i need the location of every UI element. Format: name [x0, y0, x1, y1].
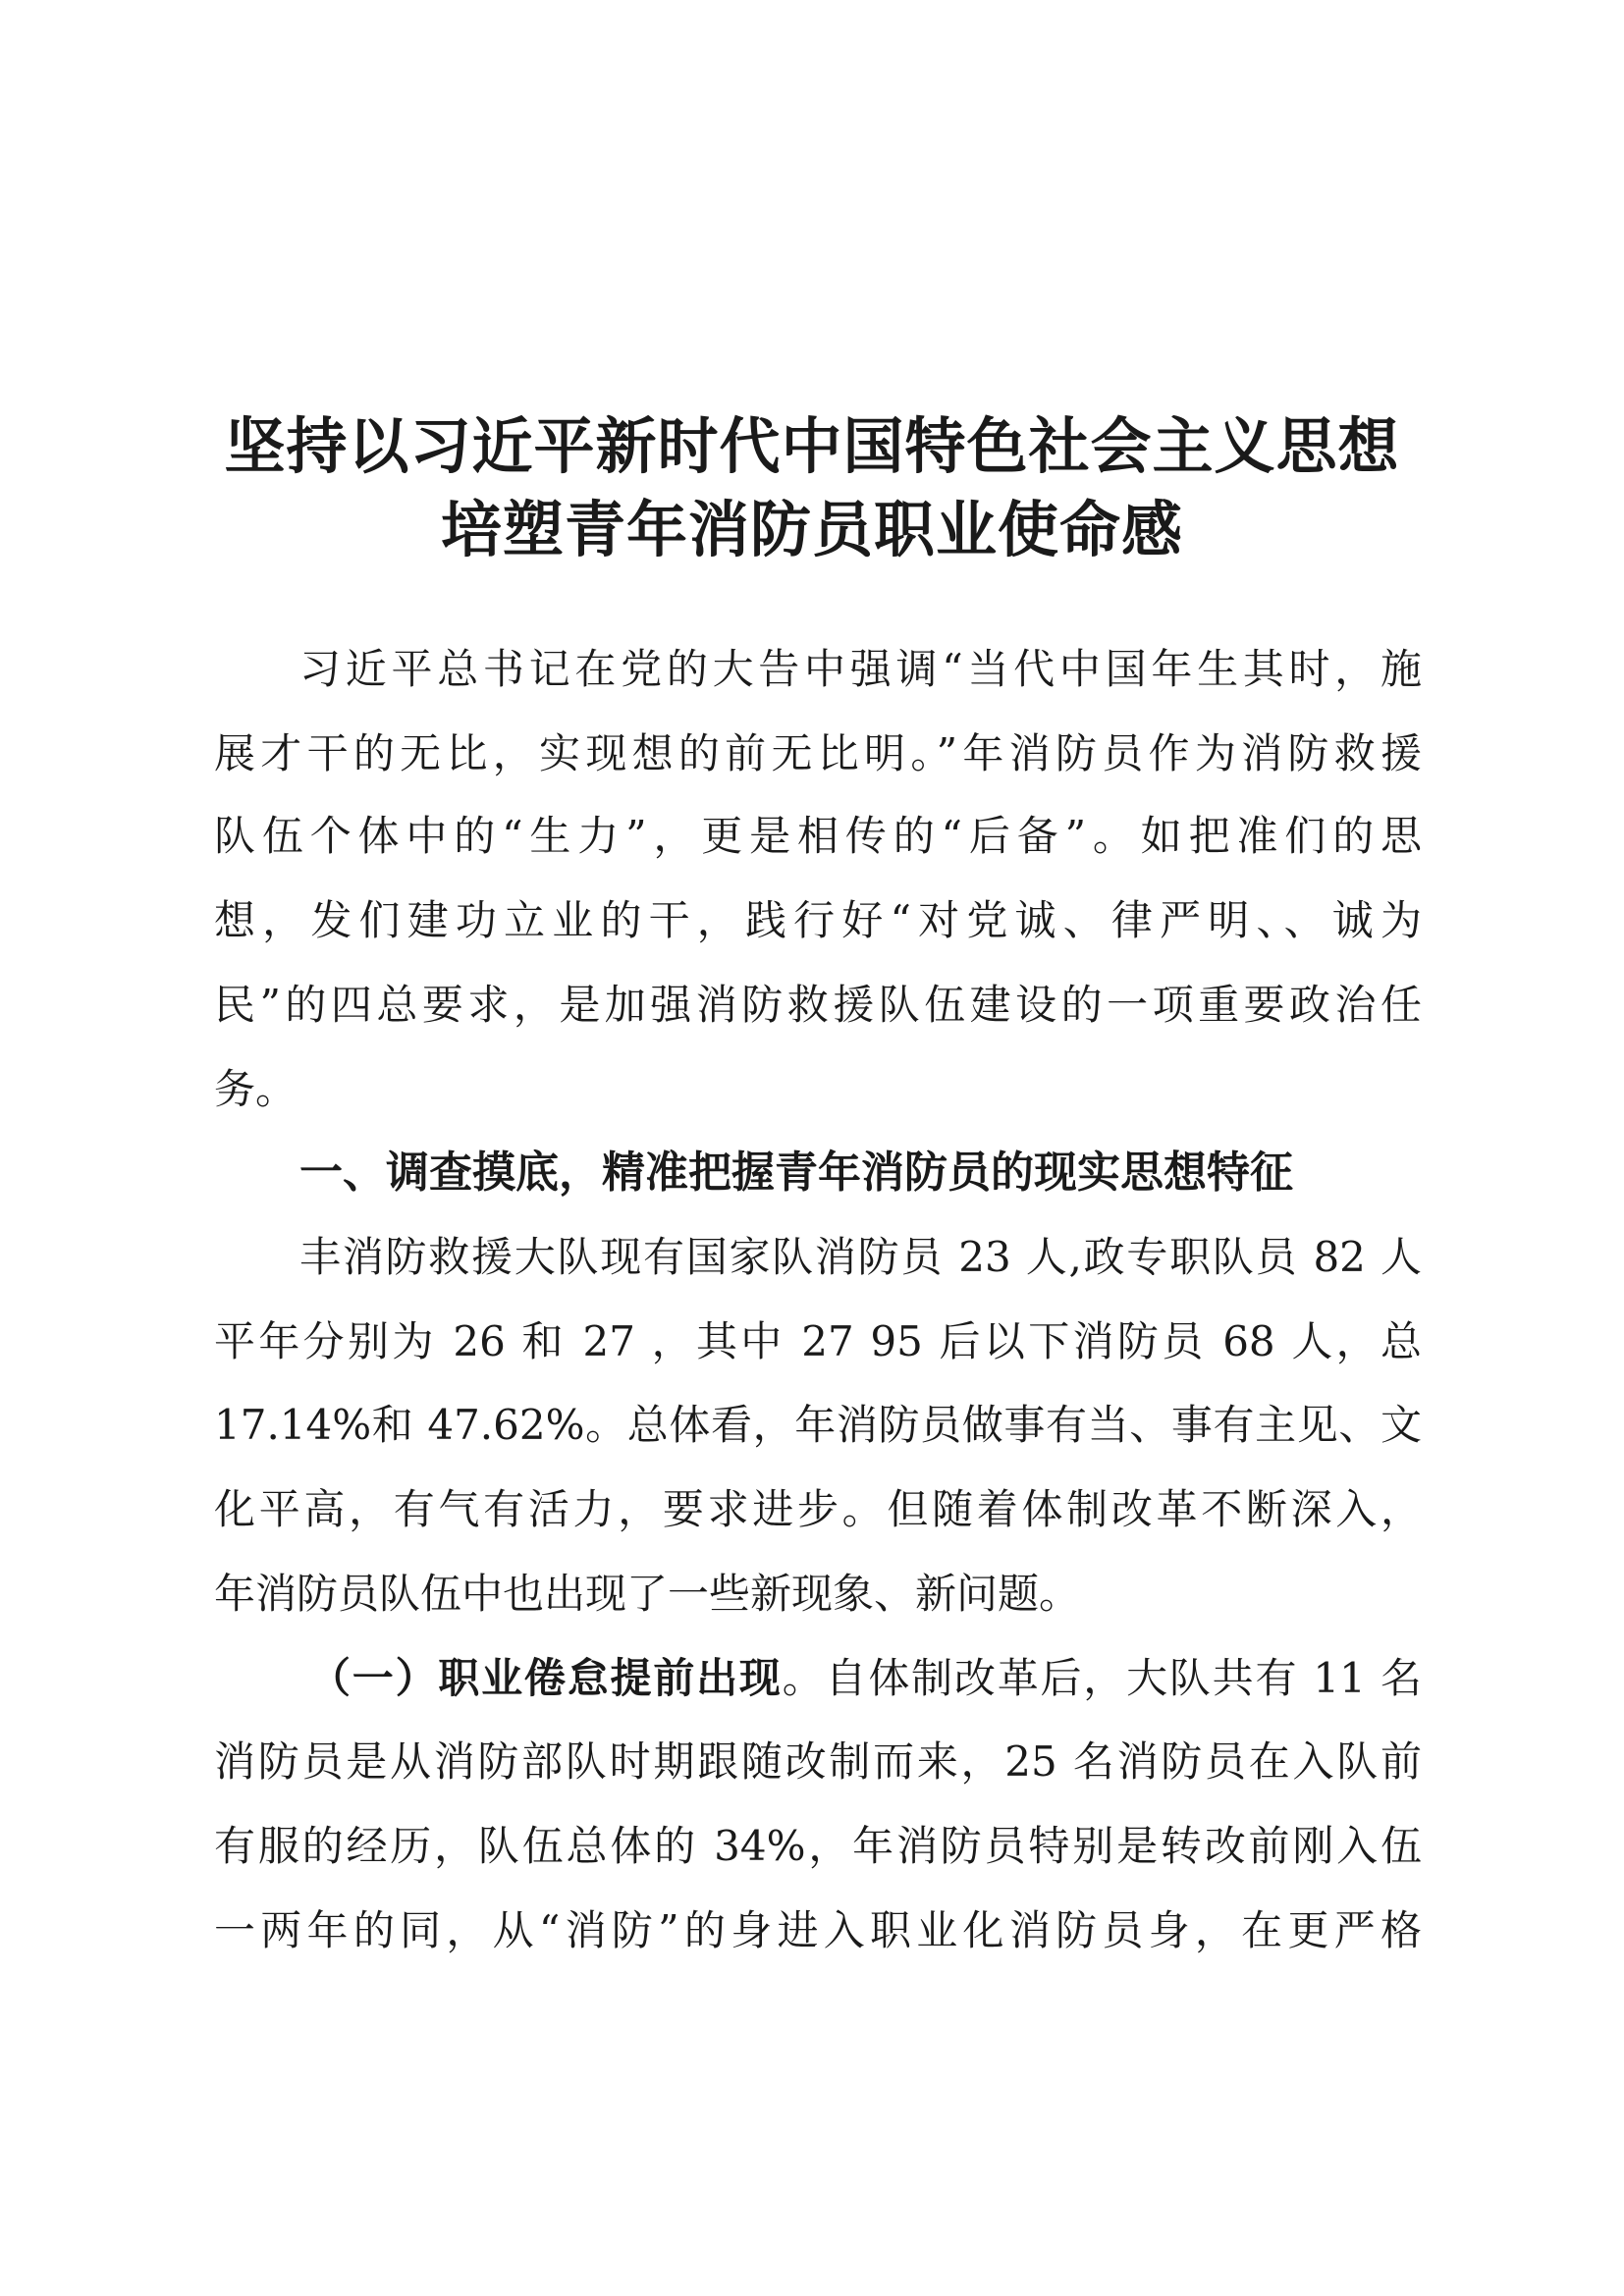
subsection-heading-1: （一）职业倦怠提前出现	[309, 1654, 783, 1702]
section1-line-1: 丰消防救援大队现有国家队消防员 23 人,政专职队员 82 人	[299, 1233, 1422, 1281]
intro-line-5: 民”的四总要求，是加强消防救援队伍建设的一项重要政治任	[214, 981, 1422, 1029]
subsection1-line-2: 消防员是从消防部队时期跟随改制而来，25 名消防员在入队前	[214, 1737, 1422, 1786]
intro-line-3: 队伍个体中的“生力”，更是相传的“后备”。如把准们的思	[214, 812, 1422, 860]
subsection1-first-line	[309, 1649, 1422, 1709]
intro-line-4: 想，发们建功立业的干，践行好“对党诚、律严明、、诚为	[214, 896, 1422, 944]
intro-line-2: 展才干的无比，实现想的前无比明。”年消防员作为消防救援	[214, 729, 1422, 777]
section1-line-5: 年消防员队伍中也出现了一些新现象、新问题。	[214, 1570, 1081, 1618]
subsection1-line-3: 有服的经历，队伍总体的 34%，年消防员特别是转改前刚入伍	[214, 1822, 1422, 1870]
section1-line-4: 化平高，有气有活力，要求进步。但随着体制改革不断深入，	[214, 1485, 1422, 1533]
document-title-line-1: 坚持以习近平新时代中国特色社会主义思想	[224, 410, 1400, 482]
section1-line-3: 17.14%和 47.62%。总体看，年消防员做事有当、事有主见、文	[214, 1401, 1422, 1449]
subsection1-first-line-text: 。自体制改革后，大队共有 11 名	[782, 1654, 1422, 1702]
subsection1-line-4: 一两年的同，从“消防”的身进入职业化消防员身，在更严格	[214, 1906, 1422, 1954]
section-heading-1: 一、调查摸底，精准把握青年消防员的现实思想特征	[299, 1148, 1293, 1198]
section1-line-2: 平年分别为 26 和 27 ，其中 27 95 后以下消防员 68 人，总	[214, 1317, 1422, 1365]
intro-line-1: 习近平总书记在党的大告中强调“当代中国年生其时，施	[299, 645, 1422, 693]
document-title-line-2: 培塑青年消防员职业使命感	[440, 494, 1183, 565]
intro-line-6: 务。	[214, 1065, 298, 1113]
